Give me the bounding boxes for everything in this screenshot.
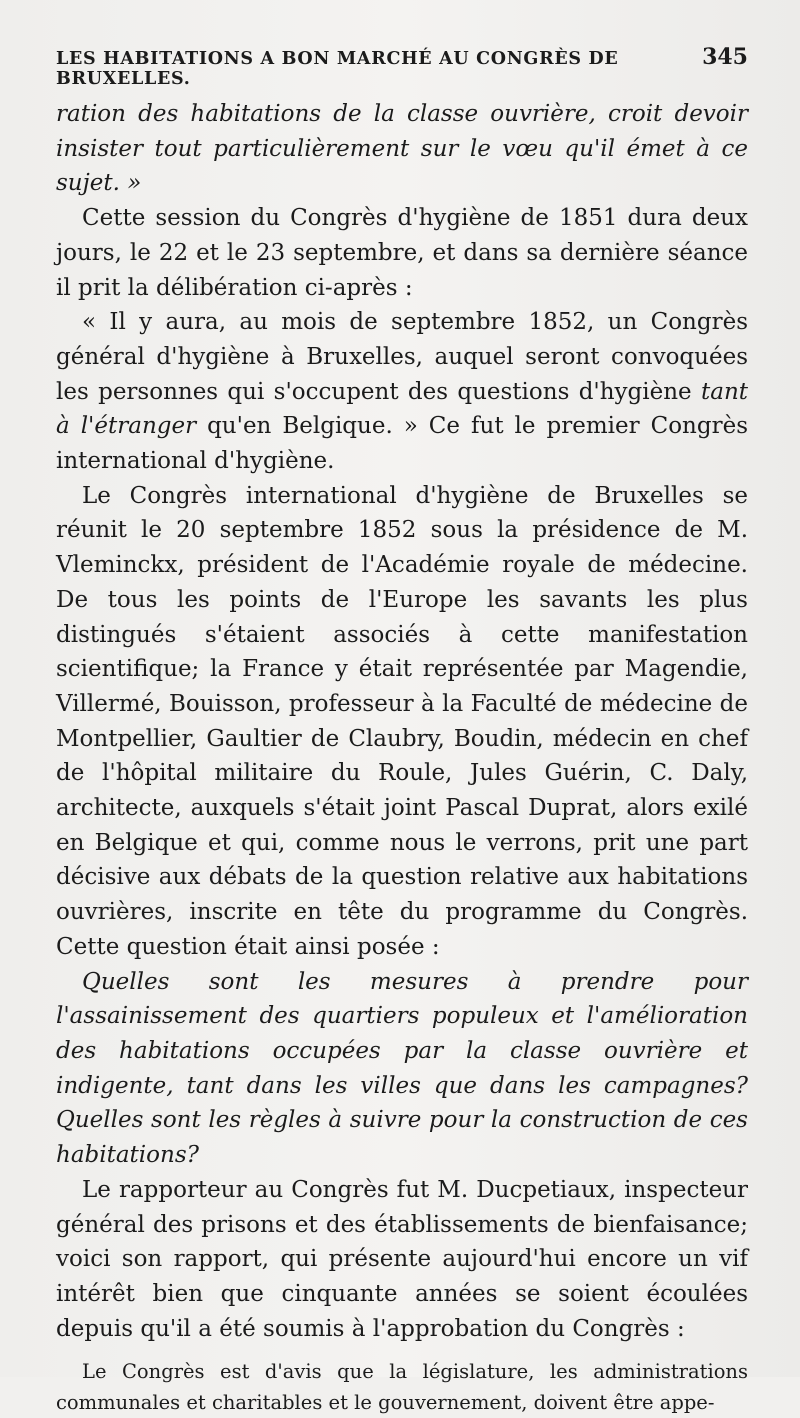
paragraph-question: Quelles sont les mesures à prendre pour l'assainissement des quartiers populeux et l'amélioration des habitations occupées par la classe ouvrière et indigente, tant dans les villes que dans les campagnes? Quelles sont les règles à suivre pour la construction de ces habitations?: [56, 968, 748, 1169]
running-header: [56, 44, 748, 89]
paragraph-rapporteur: Le rapporteur au Congrès fut M. Ducpetiaux, inspecteur général des prisons et des établissements de bienfaisance; voici son rapport, qui présente aujourd'hui encore un vif intérêt bien que cinquante années se soient écoulées depuis qu'il a été soumis à l'approbation du Congrès :: [56, 1176, 748, 1342]
deliberation-italic: tant à l'étranger: [56, 378, 748, 440]
paragraph-report-excerpt: Le Congrès est d'avis que la législature, les administrations communales et charitables et le gouvernement, doivent être appe-: [56, 1360, 748, 1415]
running-title: LES HABITATIONS A BON MARCHÉ AU CONGRÈS DE BRUXELLES.: [56, 49, 619, 89]
paragraph-congress: Le Congrès international d'hygiène de Bruxelles se réunit le 20 septembre 1852 sous la présidence de M. Vleminckx, président de l'Académie royale de médecine. De tous les points de l'Europe les savants les plus distingués s'étaient associés à cette manifestation scientifique; la France y était représentée par Magendie, Villermé, Bouisson, professeur à la Faculté de médecine de Montpellier, Gaultier de Claubry, Boudin, médecin en chef de l'hôpital militaire du Roule, Jules Guérin, C. Daly, architecte, auxquels s'était joint Pascal Duprat, alors exilé en Belgique et qui, comme nous le verrons, prit une part décisive aux débats de la question relative aux habitations ouvrières, inscrite en tête du programme du Congrès. Cette question était ainsi posée :: [56, 482, 748, 960]
deliberation-text-start: « Il y aura, au mois de septembre 1852, un Congrès général d'hygiène à Bruxelles, auquel seront convoquées les personnes qui s'occupent des questions d'hygiène: [56, 309, 748, 405]
paragraph-deliberation: [56, 305, 748, 479]
paragraph-quote-end: ration des habitations de la classe ouvrière, croit devoir insister tout particulièrement sur le vœu qu'il émet à ce sujet. »: [56, 101, 748, 197]
page-number: 345: [702, 44, 748, 70]
deliberation-text-end: qu'en Belgique. » Ce fut le premier Congrès international d'hygiène.: [56, 413, 748, 475]
paragraph-session: Cette session du Congrès d'hygiène de 1851 dura deux jours, le 22 et le 23 septembre, et dans sa dernière séance il prit la délibération ci-après :: [56, 205, 748, 301]
